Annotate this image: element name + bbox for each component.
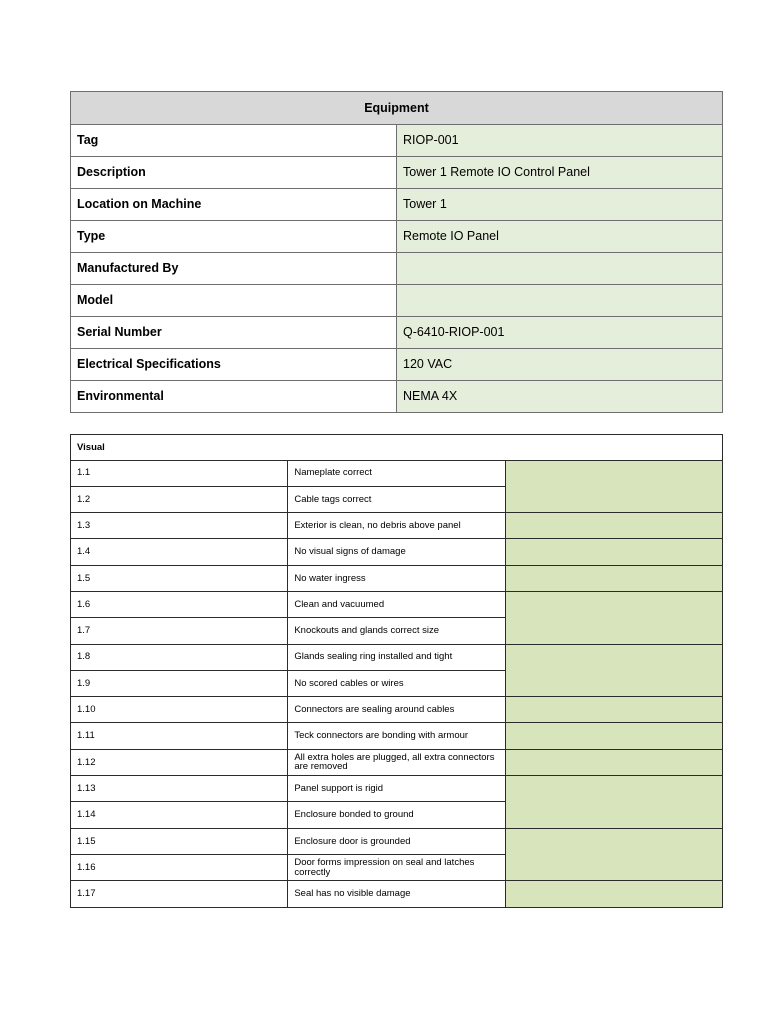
equipment-label-serial-number: Serial Number (71, 317, 397, 349)
equipment-row (71, 253, 723, 285)
checklist-item-number: 1.17 (71, 881, 288, 907)
checklist-item-text: No water ingress (288, 565, 505, 591)
checklist-row (71, 539, 723, 565)
checklist-row (71, 749, 723, 775)
checklist-row (71, 591, 723, 617)
equipment-label-environmental: Environmental (71, 381, 397, 413)
checklist-check-cell[interactable] (505, 460, 722, 513)
checklist-item-number: 1.9 (71, 670, 288, 696)
checklist-item-text: Connectors are sealing around cables (288, 697, 505, 723)
checklist-item-number: 1.7 (71, 618, 288, 644)
equipment-row (71, 285, 723, 317)
checklist-item-text: Exterior is clean, no debris above panel (288, 513, 505, 539)
equipment-row (71, 189, 723, 221)
equipment-row (71, 157, 723, 189)
checklist-item-text: Glands sealing ring installed and tight (288, 644, 505, 670)
visual-checklist-table (70, 434, 723, 908)
checklist-item-number: 1.2 (71, 486, 288, 512)
checklist-item-number: 1.15 (71, 828, 288, 854)
checklist-item-number: 1.3 (71, 513, 288, 539)
checklist-check-cell[interactable] (505, 828, 722, 881)
checklist-item-text: All extra holes are plugged, all extra connectors are removed (288, 749, 505, 775)
equipment-table (70, 91, 723, 413)
equipment-row (71, 317, 723, 349)
checklist-row (71, 565, 723, 591)
checklist-check-cell[interactable] (505, 591, 722, 644)
checklist-check-cell[interactable] (505, 749, 722, 775)
equipment-label-tag: Tag (71, 125, 397, 157)
checklist-item-number: 1.14 (71, 802, 288, 828)
equipment-header: Equipment (71, 92, 723, 125)
checklist-item-text: Nameplate correct (288, 460, 505, 486)
checklist-check-cell[interactable] (505, 723, 722, 749)
checklist-row (71, 513, 723, 539)
equipment-value-tag[interactable]: RIOP-001 (397, 125, 723, 157)
equipment-label-description: Description (71, 157, 397, 189)
equipment-value-manufactured-by[interactable] (397, 253, 723, 285)
checklist-item-text: No scored cables or wires (288, 670, 505, 696)
equipment-value-location[interactable]: Tower 1 (397, 189, 723, 221)
checklist-row (71, 881, 723, 907)
checklist-item-text: Teck connectors are bonding with armour (288, 723, 505, 749)
checklist-row (71, 828, 723, 854)
equipment-row (71, 381, 723, 413)
equipment-value-serial-number[interactable]: Q-6410-RIOP-001 (397, 317, 723, 349)
checklist-item-number: 1.11 (71, 723, 288, 749)
checklist-item-text: Panel support is rigid (288, 776, 505, 802)
equipment-label-electrical-specifications: Electrical Specifications (71, 349, 397, 381)
equipment-label-location: Location on Machine (71, 189, 397, 221)
equipment-value-type[interactable]: Remote IO Panel (397, 221, 723, 253)
equipment-value-electrical-specifications[interactable]: 120 VAC (397, 349, 723, 381)
visual-section-title: Visual (71, 435, 723, 461)
equipment-label-manufactured-by: Manufactured By (71, 253, 397, 285)
equipment-label-type: Type (71, 221, 397, 253)
checklist-item-number: 1.8 (71, 644, 288, 670)
checklist-item-number: 1.16 (71, 854, 288, 880)
checklist-item-text: No visual signs of damage (288, 539, 505, 565)
checklist-row (71, 460, 723, 486)
checklist-item-number: 1.12 (71, 749, 288, 775)
checklist-item-text: Seal has no visible damage (288, 881, 505, 907)
checklist-item-text: Enclosure door is grounded (288, 828, 505, 854)
checklist-item-text: Knockouts and glands correct size (288, 618, 505, 644)
equipment-row (71, 349, 723, 381)
equipment-row (71, 125, 723, 157)
checklist-item-text: Clean and vacuumed (288, 591, 505, 617)
equipment-value-description[interactable]: Tower 1 Remote IO Control Panel (397, 157, 723, 189)
checklist-item-number: 1.13 (71, 776, 288, 802)
checklist-check-cell[interactable] (505, 644, 722, 697)
checklist-check-cell[interactable] (505, 697, 722, 723)
checklist-check-cell[interactable] (505, 539, 722, 565)
checklist-item-number: 1.6 (71, 591, 288, 617)
checklist-item-number: 1.1 (71, 460, 288, 486)
checklist-item-number: 1.5 (71, 565, 288, 591)
equipment-value-model[interactable] (397, 285, 723, 317)
checklist-row (71, 697, 723, 723)
checklist-check-cell[interactable] (505, 513, 722, 539)
checklist-check-cell[interactable] (505, 776, 722, 829)
checklist-item-number: 1.10 (71, 697, 288, 723)
equipment-value-environmental[interactable]: NEMA 4X (397, 381, 723, 413)
equipment-row (71, 221, 723, 253)
checklist-item-text: Cable tags correct (288, 486, 505, 512)
checklist-item-number: 1.4 (71, 539, 288, 565)
checklist-row (71, 776, 723, 802)
checklist-check-cell[interactable] (505, 881, 722, 907)
checklist-item-text: Door forms impression on seal and latches correctly (288, 854, 505, 880)
equipment-label-model: Model (71, 285, 397, 317)
checklist-check-cell[interactable] (505, 565, 722, 591)
checklist-item-text: Enclosure bonded to ground (288, 802, 505, 828)
checklist-row (71, 644, 723, 670)
checklist-row (71, 723, 723, 749)
